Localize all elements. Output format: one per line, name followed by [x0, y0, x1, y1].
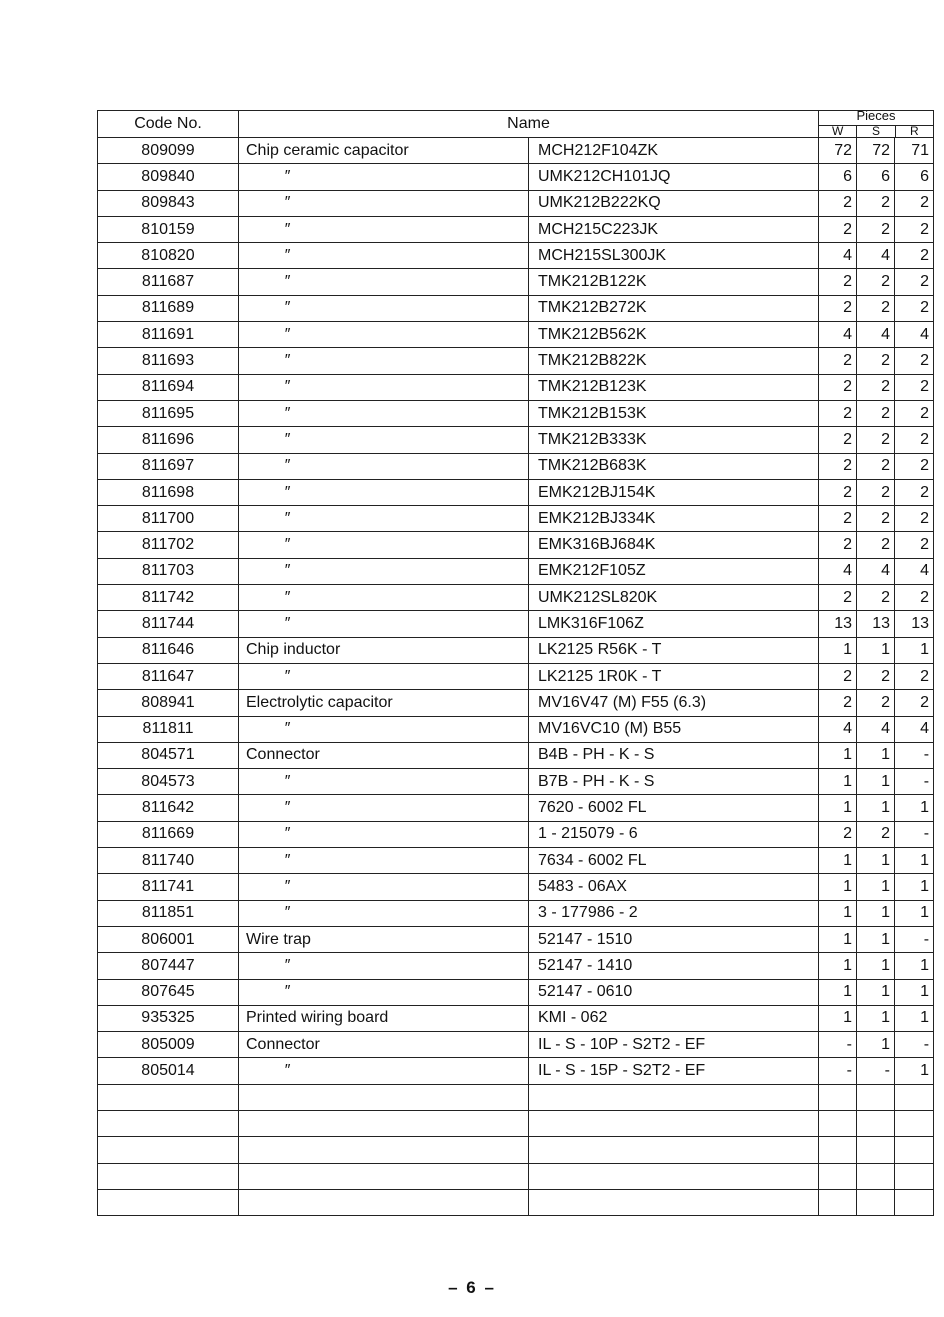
table-row	[98, 848, 934, 874]
code-cell: 811669	[98, 821, 239, 847]
code-cell: 811851	[98, 900, 239, 926]
s-count-cell: 4	[857, 716, 895, 742]
type-cell: TMK212B123K	[529, 374, 819, 400]
table-row	[98, 637, 934, 663]
w-count-cell: 2	[819, 690, 857, 716]
name-cell: Connector	[239, 742, 529, 768]
type-cell	[529, 1084, 819, 1110]
code-cell	[98, 1137, 239, 1163]
r-count-cell: -	[895, 1032, 934, 1058]
w-count-cell: 2	[819, 506, 857, 532]
code-cell: 804573	[98, 769, 239, 795]
table-row	[98, 611, 934, 637]
code-cell: 805014	[98, 1058, 239, 1084]
s-count-cell: 1	[857, 953, 895, 979]
name-cell: ″	[239, 716, 529, 742]
table-row	[98, 400, 934, 426]
r-count-cell: 1	[895, 637, 934, 663]
type-cell: 52147 - 0610	[529, 979, 819, 1005]
name-cell: ″	[239, 848, 529, 874]
s-count-cell: -	[857, 1058, 895, 1084]
type-cell: MV16VC10 (M) B55	[529, 716, 819, 742]
s-count-cell: 1	[857, 1005, 895, 1031]
code-cell	[98, 1110, 239, 1136]
r-count-cell: 1	[895, 848, 934, 874]
table-row	[98, 663, 934, 689]
w-count-cell: 1	[819, 979, 857, 1005]
name-cell: Chip ceramic capacitor	[239, 138, 529, 164]
r-count-cell: 1	[895, 795, 934, 821]
type-cell: MV16V47 (M) F55 (6.3)	[529, 690, 819, 716]
w-count-cell: 4	[819, 322, 857, 348]
s-count-cell	[857, 1189, 895, 1215]
name-cell: ″	[239, 611, 529, 637]
s-count-cell: 2	[857, 690, 895, 716]
r-count-cell	[895, 1110, 934, 1136]
r-count-cell	[895, 1084, 934, 1110]
name-header: Name	[239, 111, 819, 138]
r-count-cell: 2	[895, 479, 934, 505]
s-count-cell: 4	[857, 558, 895, 584]
pieces-subheader	[819, 125, 933, 137]
w-count-cell: 4	[819, 243, 857, 269]
w-count-cell: 1	[819, 953, 857, 979]
type-cell	[529, 1137, 819, 1163]
code-cell: 811642	[98, 795, 239, 821]
table-row	[98, 1137, 934, 1163]
w-count-cell: 2	[819, 532, 857, 558]
table-row	[98, 506, 934, 532]
name-cell: ″	[239, 585, 529, 611]
table-row	[98, 900, 934, 926]
s-count-cell: 2	[857, 821, 895, 847]
code-cell: 935325	[98, 1005, 239, 1031]
code-cell: 804571	[98, 742, 239, 768]
type-cell: EMK212F105Z	[529, 558, 819, 584]
code-cell: 811741	[98, 874, 239, 900]
code-cell: 811693	[98, 348, 239, 374]
code-cell: 811742	[98, 585, 239, 611]
code-cell: 811700	[98, 506, 239, 532]
type-cell: TMK212B333K	[529, 427, 819, 453]
name-cell: ″	[239, 874, 529, 900]
table-row	[98, 1058, 934, 1084]
r-count-cell: 1	[895, 1005, 934, 1031]
name-cell: ″	[239, 979, 529, 1005]
s-count-cell	[857, 1084, 895, 1110]
s-count-cell: 2	[857, 216, 895, 242]
name-cell: ″	[239, 953, 529, 979]
r-count-cell: 1	[895, 874, 934, 900]
w-count-cell: 2	[819, 269, 857, 295]
r-count-cell: 4	[895, 322, 934, 348]
w-column-header: W	[832, 124, 844, 138]
table-row	[98, 427, 934, 453]
code-cell: 810820	[98, 243, 239, 269]
table-row	[98, 821, 934, 847]
table-row	[98, 926, 934, 952]
r-count-cell: 2	[895, 216, 934, 242]
name-cell: ″	[239, 295, 529, 321]
w-count-cell: 2	[819, 374, 857, 400]
w-count-cell: 2	[819, 427, 857, 453]
r-count-cell	[895, 1189, 934, 1215]
type-cell: B4B - PH - K - S	[529, 742, 819, 768]
r-count-cell: 2	[895, 690, 934, 716]
r-count-cell: 2	[895, 506, 934, 532]
s-count-cell: 1	[857, 979, 895, 1005]
name-cell	[239, 1110, 529, 1136]
w-count-cell: 2	[819, 663, 857, 689]
r-count-cell: 71	[895, 138, 934, 164]
type-cell: B7B - PH - K - S	[529, 769, 819, 795]
code-cell: 809099	[98, 138, 239, 164]
table-row	[98, 716, 934, 742]
table-header-row	[98, 111, 934, 138]
table-row	[98, 1005, 934, 1031]
type-cell: EMK316BJ684K	[529, 532, 819, 558]
name-cell: ″	[239, 900, 529, 926]
table-row	[98, 532, 934, 558]
w-count-cell: 1	[819, 900, 857, 926]
r-count-cell: 1	[895, 1058, 934, 1084]
name-cell: ″	[239, 374, 529, 400]
w-count-cell: 1	[819, 769, 857, 795]
type-cell: UMK212B222KQ	[529, 190, 819, 216]
r-count-cell	[895, 1137, 934, 1163]
code-cell: 811689	[98, 295, 239, 321]
w-count-cell	[819, 1110, 857, 1136]
name-cell	[239, 1189, 529, 1215]
s-count-cell: 1	[857, 874, 895, 900]
w-count-cell: 1	[819, 874, 857, 900]
r-count-cell: 2	[895, 585, 934, 611]
w-count-cell: 2	[819, 400, 857, 426]
s-count-cell	[857, 1110, 895, 1136]
w-count-cell	[819, 1084, 857, 1110]
type-cell: MCH212F104ZK	[529, 138, 819, 164]
r-count-cell: -	[895, 821, 934, 847]
code-cell: 811646	[98, 637, 239, 663]
w-count-cell: 2	[819, 821, 857, 847]
r-count-cell: 2	[895, 400, 934, 426]
type-cell	[529, 1189, 819, 1215]
name-cell: Printed wiring board	[239, 1005, 529, 1031]
table-row	[98, 769, 934, 795]
r-count-cell: -	[895, 769, 934, 795]
code-no-header: Code No.	[98, 111, 239, 138]
r-count-cell: 1	[895, 900, 934, 926]
name-cell: ″	[239, 506, 529, 532]
type-cell: EMK212BJ154K	[529, 479, 819, 505]
type-cell	[529, 1110, 819, 1136]
table-row	[98, 1110, 934, 1136]
r-count-cell: 2	[895, 269, 934, 295]
w-count-cell: 6	[819, 164, 857, 190]
table-row	[98, 690, 934, 716]
s-count-cell: 2	[857, 479, 895, 505]
s-count-cell: 2	[857, 585, 895, 611]
table-row	[98, 874, 934, 900]
s-count-cell: 4	[857, 322, 895, 348]
code-cell: 811691	[98, 322, 239, 348]
type-cell: TMK212B153K	[529, 400, 819, 426]
s-count-cell: 1	[857, 742, 895, 768]
w-count-cell: 72	[819, 138, 857, 164]
table-row	[98, 558, 934, 584]
code-cell: 811697	[98, 453, 239, 479]
s-count-cell: 2	[857, 453, 895, 479]
s-count-cell: 1	[857, 1032, 895, 1058]
table-row	[98, 979, 934, 1005]
r-count-cell: 2	[895, 374, 934, 400]
r-count-cell: 2	[895, 295, 934, 321]
name-cell: Wire trap	[239, 926, 529, 952]
type-cell: LK2125 R56K - T	[529, 637, 819, 663]
r-count-cell: 6	[895, 164, 934, 190]
s-count-cell: 1	[857, 926, 895, 952]
w-count-cell	[819, 1163, 857, 1189]
table-row	[98, 348, 934, 374]
name-cell: ″	[239, 269, 529, 295]
r-count-cell: 1	[895, 979, 934, 1005]
type-cell: 7620 - 6002 FL	[529, 795, 819, 821]
r-column-header: R	[895, 126, 933, 137]
type-cell: TMK212B122K	[529, 269, 819, 295]
s-count-cell: 2	[857, 348, 895, 374]
name-cell: ″	[239, 821, 529, 847]
r-count-cell: 13	[895, 611, 934, 637]
table-row	[98, 1163, 934, 1189]
table-row	[98, 953, 934, 979]
name-cell	[239, 1163, 529, 1189]
code-cell: 806001	[98, 926, 239, 952]
type-cell: 7634 - 6002 FL	[529, 848, 819, 874]
pieces-header	[819, 111, 934, 138]
table-row	[98, 164, 934, 190]
code-cell: 809843	[98, 190, 239, 216]
type-cell: LK2125 1R0K - T	[529, 663, 819, 689]
r-count-cell: 2	[895, 243, 934, 269]
r-count-cell: -	[895, 742, 934, 768]
table-body	[98, 138, 934, 1216]
s-count-cell: 2	[857, 269, 895, 295]
w-count-cell: 1	[819, 926, 857, 952]
s-count-cell: 1	[857, 769, 895, 795]
code-cell: 811696	[98, 427, 239, 453]
page-number: – 6 –	[448, 1278, 496, 1297]
s-count-cell: 6	[857, 164, 895, 190]
w-count-cell: 4	[819, 558, 857, 584]
table-row	[98, 374, 934, 400]
s-count-cell: 2	[857, 663, 895, 689]
s-count-cell: 13	[857, 611, 895, 637]
code-cell: 807645	[98, 979, 239, 1005]
w-count-cell: 4	[819, 716, 857, 742]
code-cell	[98, 1189, 239, 1215]
code-cell: 811744	[98, 611, 239, 637]
w-count-cell: 2	[819, 190, 857, 216]
w-count-cell: 2	[819, 585, 857, 611]
name-cell: ″	[239, 769, 529, 795]
type-cell: TMK212B683K	[529, 453, 819, 479]
parts-table	[97, 110, 934, 1216]
r-count-cell: 2	[895, 663, 934, 689]
name-cell: ″	[239, 216, 529, 242]
type-cell: IL - S - 10P - S2T2 - EF	[529, 1032, 819, 1058]
table-row	[98, 795, 934, 821]
type-cell: 5483 - 06AX	[529, 874, 819, 900]
w-count-cell: 1	[819, 637, 857, 663]
s-count-cell: 2	[857, 374, 895, 400]
w-count-cell: 1	[819, 795, 857, 821]
code-cell: 811703	[98, 558, 239, 584]
type-cell	[529, 1163, 819, 1189]
code-cell: 811647	[98, 663, 239, 689]
code-cell: 811694	[98, 374, 239, 400]
type-cell: 3 - 177986 - 2	[529, 900, 819, 926]
table-row	[98, 243, 934, 269]
type-cell: MCH215C223JK	[529, 216, 819, 242]
type-cell: 1 - 215079 - 6	[529, 821, 819, 847]
table-row	[98, 1032, 934, 1058]
s-count-cell: 1	[857, 848, 895, 874]
name-cell: ″	[239, 243, 529, 269]
code-cell: 811698	[98, 479, 239, 505]
type-cell: MCH215SL300JK	[529, 243, 819, 269]
table-row	[98, 269, 934, 295]
w-count-cell: 13	[819, 611, 857, 637]
s-count-cell: 2	[857, 295, 895, 321]
s-count-cell: 1	[857, 900, 895, 926]
name-cell: ″	[239, 400, 529, 426]
type-cell: KMI - 062	[529, 1005, 819, 1031]
table-row	[98, 742, 934, 768]
code-cell: 811687	[98, 269, 239, 295]
code-cell	[98, 1084, 239, 1110]
code-cell: 809840	[98, 164, 239, 190]
name-cell: ″	[239, 795, 529, 821]
code-cell: 811811	[98, 716, 239, 742]
name-cell: ″	[239, 348, 529, 374]
type-cell: UMK212CH101JQ	[529, 164, 819, 190]
r-count-cell: 2	[895, 348, 934, 374]
name-cell: Electrolytic capacitor	[239, 690, 529, 716]
name-cell	[239, 1137, 529, 1163]
s-count-cell: 1	[857, 795, 895, 821]
name-cell	[239, 1084, 529, 1110]
s-count-cell: 1	[857, 637, 895, 663]
r-count-cell: -	[895, 926, 934, 952]
name-cell: ″	[239, 1058, 529, 1084]
w-count-cell: 2	[819, 453, 857, 479]
name-cell: ″	[239, 558, 529, 584]
w-count-cell: 2	[819, 295, 857, 321]
s-count-cell	[857, 1137, 895, 1163]
s-count-cell: 72	[857, 138, 895, 164]
table-row	[98, 216, 934, 242]
w-count-cell: 2	[819, 216, 857, 242]
name-cell: Chip inductor	[239, 637, 529, 663]
type-cell: 52147 - 1510	[529, 926, 819, 952]
type-cell: TMK212B562K	[529, 322, 819, 348]
r-count-cell: 4	[895, 716, 934, 742]
r-count-cell: 2	[895, 532, 934, 558]
s-column-header: S	[856, 126, 894, 137]
name-cell: Connector	[239, 1032, 529, 1058]
type-cell: TMK212B272K	[529, 295, 819, 321]
table-row	[98, 453, 934, 479]
code-cell: 811740	[98, 848, 239, 874]
name-cell: ″	[239, 479, 529, 505]
type-cell: LMK316F106Z	[529, 611, 819, 637]
code-cell: 807447	[98, 953, 239, 979]
code-cell: 811702	[98, 532, 239, 558]
type-cell: IL - S - 15P - S2T2 - EF	[529, 1058, 819, 1084]
code-cell	[98, 1163, 239, 1189]
table-row	[98, 138, 934, 164]
s-count-cell	[857, 1163, 895, 1189]
name-cell: ″	[239, 663, 529, 689]
r-count-cell: 1	[895, 953, 934, 979]
type-cell: UMK212SL820K	[529, 585, 819, 611]
s-count-cell: 2	[857, 427, 895, 453]
name-cell: ″	[239, 164, 529, 190]
table-row	[98, 295, 934, 321]
table-row	[98, 479, 934, 505]
w-count-cell: 1	[819, 1005, 857, 1031]
table-row	[98, 1189, 934, 1215]
w-count-cell: 2	[819, 479, 857, 505]
name-cell: ″	[239, 427, 529, 453]
r-count-cell: 2	[895, 427, 934, 453]
name-cell: ″	[239, 190, 529, 216]
type-cell: TMK212B822K	[529, 348, 819, 374]
w-count-cell: 2	[819, 348, 857, 374]
code-cell: 811695	[98, 400, 239, 426]
r-count-cell	[895, 1163, 934, 1189]
code-cell: 810159	[98, 216, 239, 242]
r-count-cell: 2	[895, 453, 934, 479]
table-row	[98, 1084, 934, 1110]
code-cell: 808941	[98, 690, 239, 716]
type-cell: 52147 - 1410	[529, 953, 819, 979]
name-cell: ″	[239, 453, 529, 479]
name-cell: ″	[239, 322, 529, 348]
w-count-cell: -	[819, 1032, 857, 1058]
table-row	[98, 585, 934, 611]
w-count-cell: 1	[819, 742, 857, 768]
s-count-cell: 2	[857, 400, 895, 426]
type-cell: EMK212BJ334K	[529, 506, 819, 532]
w-count-cell	[819, 1137, 857, 1163]
w-count-cell	[819, 1189, 857, 1215]
name-cell: ″	[239, 532, 529, 558]
code-cell: 805009	[98, 1032, 239, 1058]
pieces-label: Pieces	[856, 110, 896, 123]
w-count-cell: 1	[819, 848, 857, 874]
s-count-cell: 2	[857, 532, 895, 558]
s-count-cell: 4	[857, 243, 895, 269]
w-count-cell: -	[819, 1058, 857, 1084]
s-count-cell: 2	[857, 506, 895, 532]
r-count-cell: 4	[895, 558, 934, 584]
r-count-cell: 2	[895, 190, 934, 216]
table-row	[98, 322, 934, 348]
s-count-cell: 2	[857, 190, 895, 216]
table-row	[98, 190, 934, 216]
